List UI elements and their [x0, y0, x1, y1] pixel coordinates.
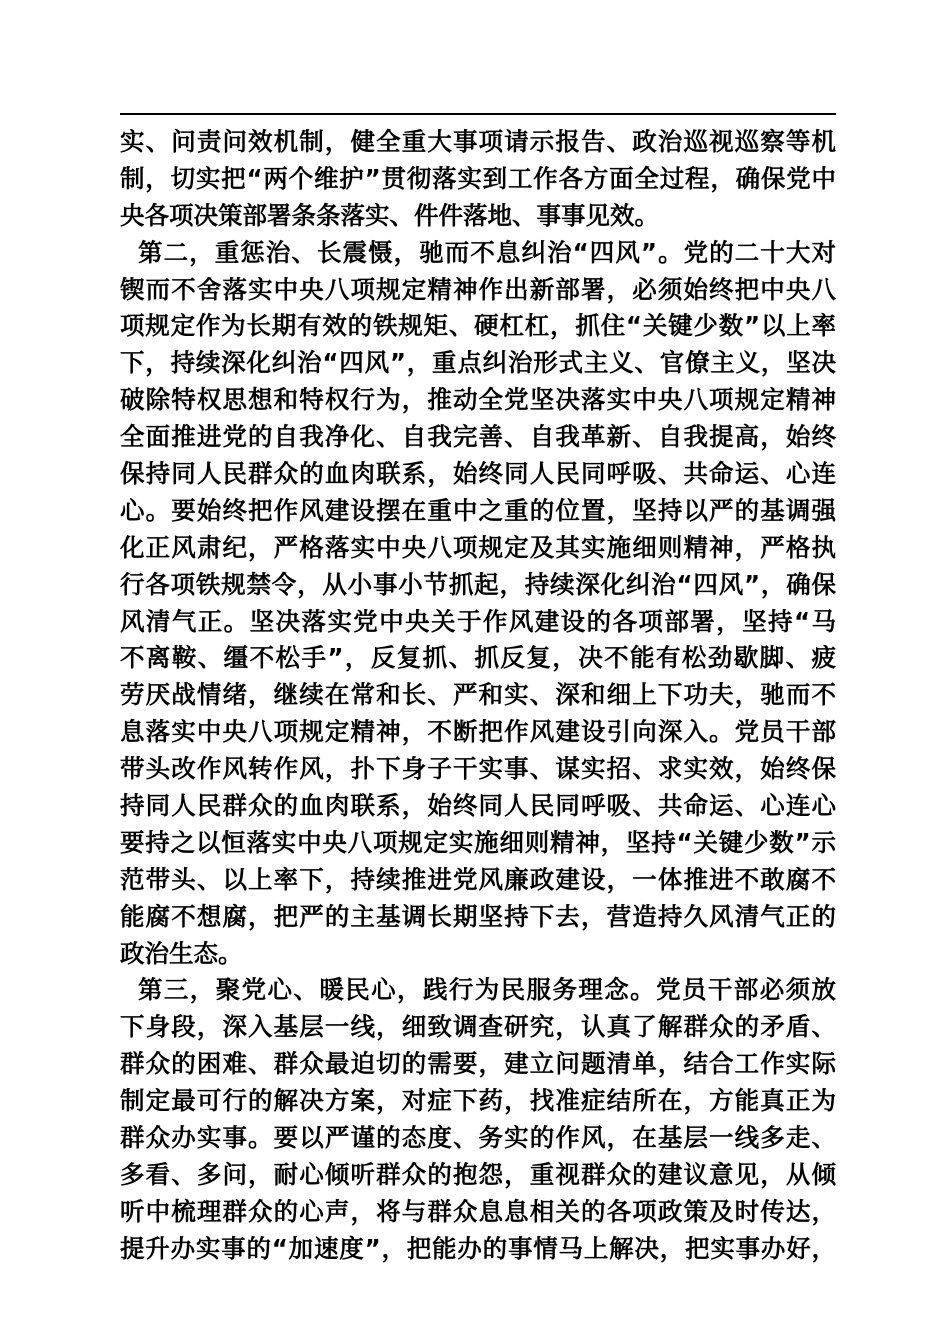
text-line: 政治生态。	[120, 938, 243, 968]
text-line: 持同人民群众的血肉联系，始终同人民同呼吸、共命运、心连心	[120, 791, 836, 821]
text-line: 保持同人民群众的血肉联系，始终同人民同呼吸、共命运、心连	[120, 459, 836, 489]
text-line: 第二，重惩治、长震慑，驰而不息纠治“四风”。党的二十大对	[138, 237, 836, 267]
text-line: 要持之以恒落实中央八项规定实施细则精神，坚持“关键少数”示	[120, 827, 836, 857]
text-line: 劳厌战情绪，继续在常和长、严和实、深和细上下功夫，驰而不	[120, 680, 836, 710]
text-line: 多看、多问，耐心倾听群众的抱怨，重视群众的建议意见，从倾	[120, 1159, 836, 1189]
text-line: 破除特权思想和特权行为，推动全党坚决落实中央八项规定精神	[120, 385, 836, 415]
text-line: 第三，聚党心、暖民心，践行为民服务理念。党员干部必须放	[138, 975, 836, 1005]
text-line: 群众办实事。要以严谨的态度、务实的作风，在基层一线多走、	[120, 1123, 836, 1153]
header-rule	[120, 113, 836, 115]
text-line: 项规定作为长期有效的铁规矩、硬杠杠，抓住“关键少数”以上率	[120, 311, 836, 341]
text-line: 心。要始终把作风建设摆在重中之重的位置，坚持以严的基调强	[120, 495, 836, 525]
text-line: 听中梳理群众的心声，将与群众息息相关的各项政策及时传达，	[120, 1196, 836, 1226]
text-line: 带头改作风转作风，扑下身子干实事、谋实招、求实效，始终保	[120, 754, 836, 784]
text-line: 群众的困难、群众最迫切的需要，建立问题清单，结合工作实际	[120, 1049, 836, 1079]
text-line: 化正风肃纪，严格落实中央八项规定及其实施细则精神，严格执	[120, 532, 836, 562]
text-line: 风清气正。坚决落实党中央关于作风建设的各项部署，坚持“马	[120, 606, 836, 636]
text-line: 下身段，深入基层一线，细致调查研究，认真了解群众的矛盾、	[120, 1012, 836, 1042]
text-line: 制，切实把“两个维护”贯彻落实到工作各方面全过程，确保党中	[120, 163, 836, 193]
text-line: 提升办实事的“加速度”，把能办的事情马上解决，把实事办好，	[120, 1233, 836, 1263]
body-text	[120, 124, 836, 1268]
text-line: 不离鞍、缰不松手”，反复抓、抓反复，决不能有松劲歇脚、疲	[120, 643, 836, 673]
text-line: 央各项决策部署条条落实、件件落地、事事见效。	[120, 200, 659, 230]
text-line: 实、问责问效机制，健全重大事项请示报告、政治巡视巡察等机	[120, 127, 836, 156]
text-line: 锲而不舍落实中央八项规定精神作出新部署，必须始终把中央八	[120, 274, 836, 304]
text-line: 范带头、以上率下，持续推进党风廉政建设，一体推进不敢腐不	[120, 864, 836, 894]
text-line: 息落实中央八项规定精神，不断把作风建设引向深入。党员干部	[120, 717, 836, 747]
text-line: 制定最可行的解决方案，对症下药，找准症结所在，方能真正为	[120, 1086, 836, 1116]
text-line: 行各项铁规禁令，从小事小节抓起，持续深化纠治“四风”，确保	[120, 569, 836, 599]
text-line: 能腐不想腐，把严的主基调长期坚持下去，营造持久风清气正的	[120, 901, 836, 931]
text-line: 全面推进党的自我净化、自我完善、自我革新、自我提高，始终	[120, 422, 836, 452]
text-line: 下，持续深化纠治“四风”，重点纠治形式主义、官僚主义，坚决	[120, 348, 836, 378]
